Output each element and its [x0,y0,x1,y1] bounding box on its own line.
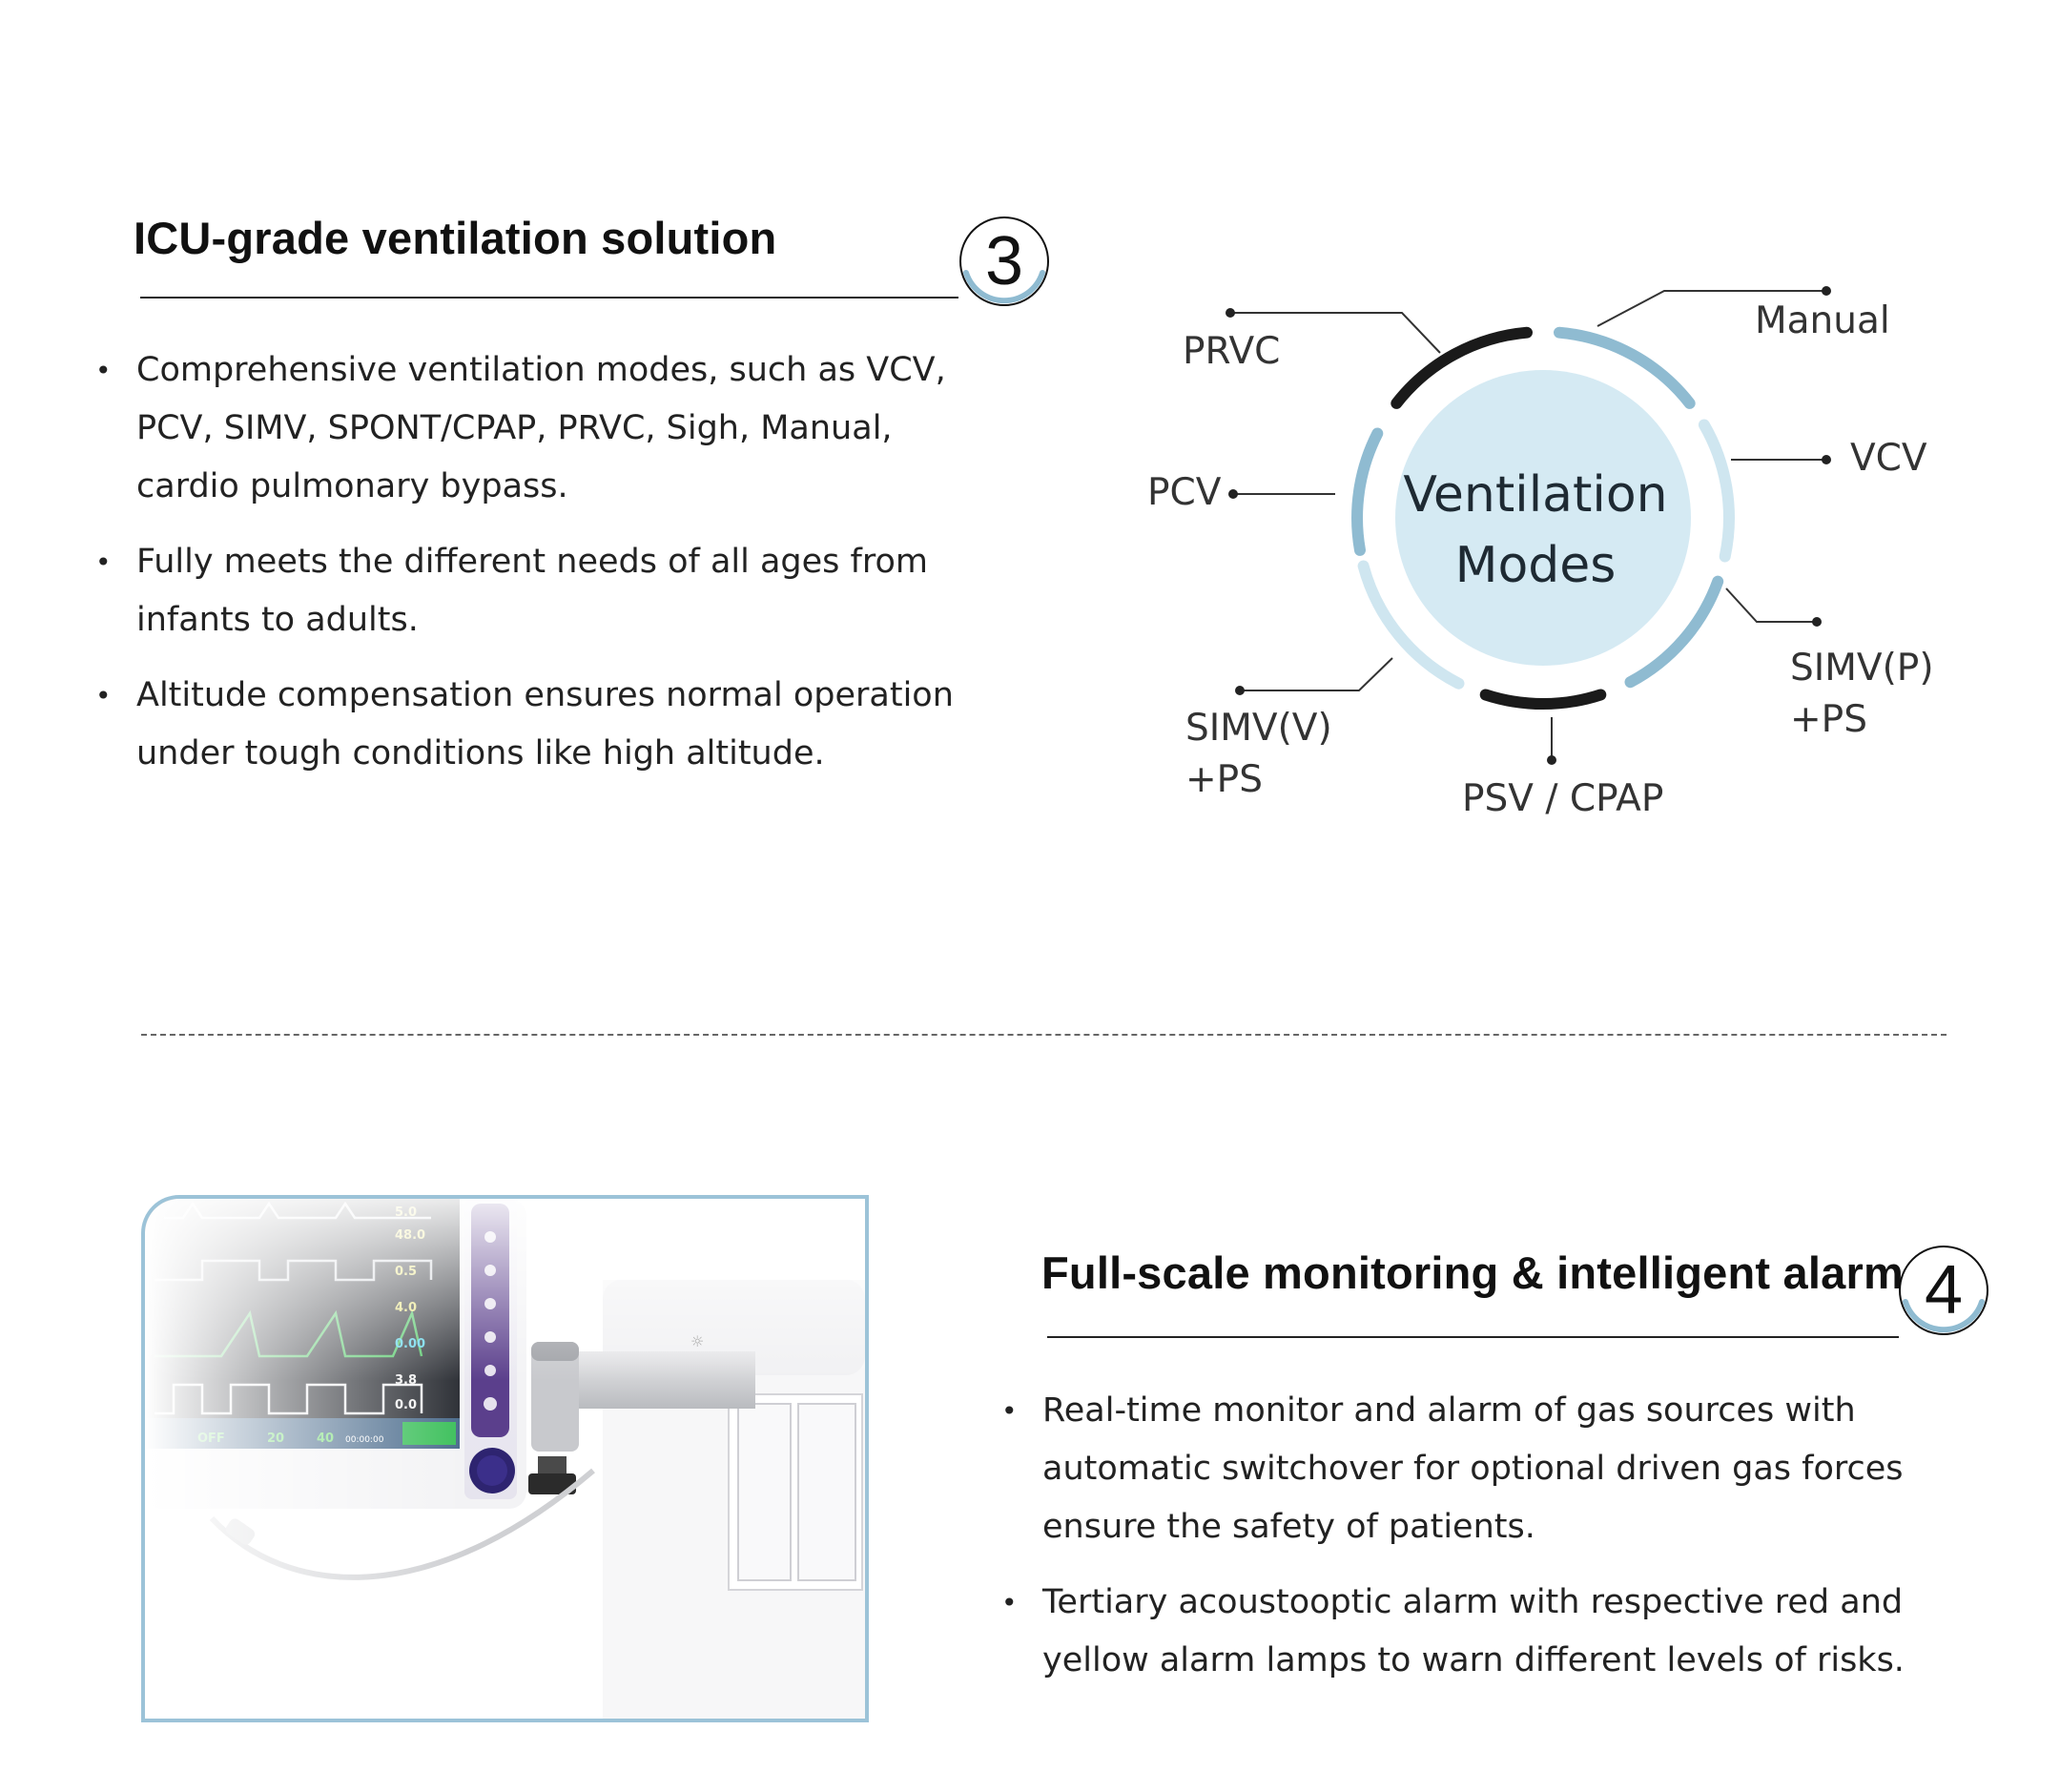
bullet-text: Altitude compensation ensures normal operation under tough conditions like high altitude. [136,676,954,772]
dot-manual [1822,286,1831,296]
section3-number: 3 [984,223,1024,299]
section3-title: ICU-grade ventilation solution [134,213,777,263]
dot-vcv [1822,455,1831,464]
bullet-dot: • [95,355,112,386]
dot-pcv [1228,489,1238,499]
diagram-center-title [1392,460,1679,601]
label-simv-v-line1: SIMV(V) [1185,707,1332,750]
center-title-line1: Ventilation [1403,466,1668,524]
list-item [1001,1574,1920,1690]
section4-title: Full-scale monitoring & intelligent alarm [1041,1247,1904,1298]
list-item [1001,1382,1920,1556]
label-simv-v [1185,703,1332,806]
label-psv-cpap: PSV / CPAP [1462,777,1664,820]
label-prvc: PRVC [1183,330,1281,373]
leader-simvv [1240,658,1392,690]
bullet-text: Comprehensive ventilation modes, such as VCV, PCV, SIMV, SPONT/CPAP, PRVC, Sigh, Manual, cardio pulmonary bypass. [136,351,946,505]
bullet-dot: • [1001,1395,1018,1427]
label-simv-p-line2: +PS [1790,698,1867,741]
section-divider [141,1034,1947,1036]
section4-title-rule [1047,1336,1899,1338]
section4-number-badge [1898,1245,1989,1336]
product-photo [141,1195,869,1722]
bullet-dot: • [95,680,112,711]
bullet-text: Tertiary acoustooptic alarm with respective red and yellow alarm lamps to warn different levels of risks. [1042,1583,1905,1679]
label-vcv: VCV [1850,437,1927,480]
dot-psv [1547,755,1556,765]
bullet-dot: • [95,546,112,578]
section4-bullet-list [1001,1382,1920,1707]
bullet-text: Real-time monitor and alarm of gas sources with automatic switchover for optional driven gas forces ensure the safety of patients. [1042,1391,1904,1546]
arc-vcv [1704,425,1729,557]
dot-simvv [1235,686,1245,695]
bullet-dot: • [1001,1587,1018,1618]
section4-number: 4 [1924,1252,1964,1329]
label-pcv: PCV [1147,471,1222,514]
dot-prvc [1226,308,1235,318]
leader-simvp [1726,588,1817,622]
dot-simvp [1812,617,1822,627]
center-title-line2: Modes [1454,537,1617,594]
arc-psv-cpap [1486,695,1601,705]
label-simv-p-line1: SIMV(P) [1790,647,1934,690]
label-simv-v-line2: +PS [1185,758,1263,801]
arc-pcv [1357,434,1377,550]
ventilator-monitor-illustration [145,1199,865,1719]
label-simv-p [1790,643,1934,746]
label-manual: Manual [1755,299,1890,342]
bullet-text: Fully meets the different needs of all ages from infants to adults. [136,543,928,639]
